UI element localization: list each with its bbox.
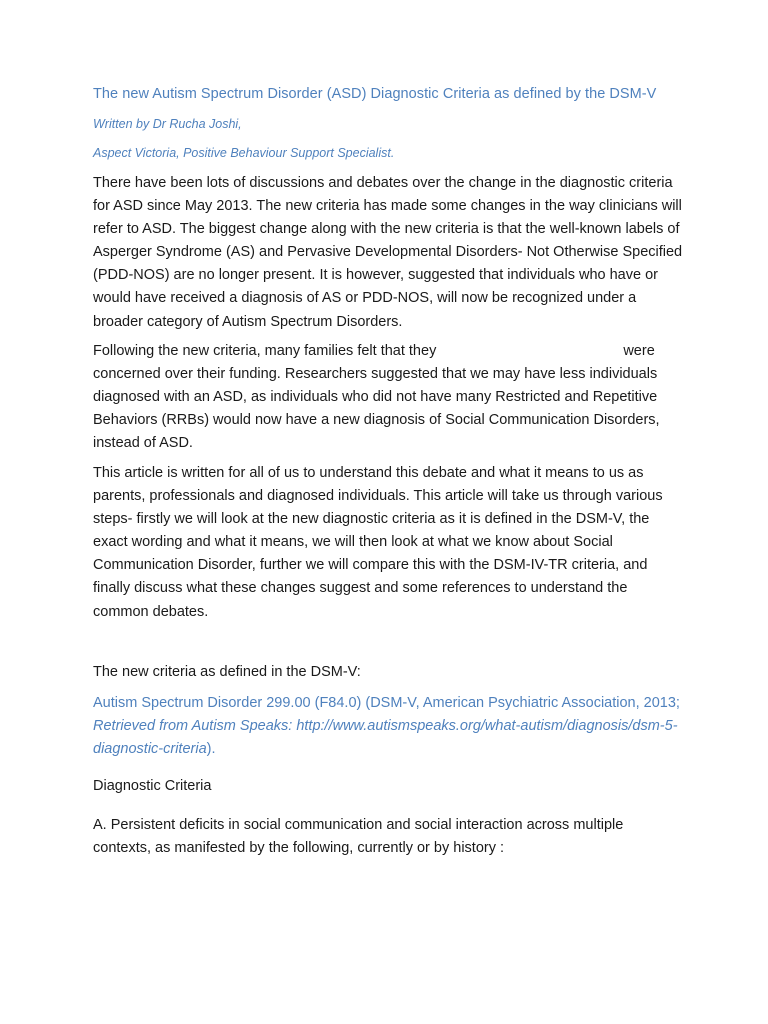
citation-end: ). xyxy=(206,741,216,758)
criterion-a: A. Persistent deficits in social communication and social interaction across multiple contexts, as manifested by the following, currently or by history : xyxy=(93,817,624,857)
citation xyxy=(93,692,683,761)
citation-main: Autism Spectrum Disorder 299.00 (F84.0) (DSM-V, American Psychiatric Association, 2013; xyxy=(93,695,680,711)
heading-diagnostic-criteria: Diagnostic Criteria xyxy=(93,778,212,794)
author-line: Written by Dr Rucha Joshi, xyxy=(93,117,242,131)
organization-line: Aspect Victoria, Positive Behaviour Support Specialist. xyxy=(93,146,395,160)
document-title: The new Autism Spectrum Disorder (ASD) Diagnostic Criteria as defined by the DSM-V xyxy=(93,86,657,102)
paragraph-families-rest: were concerned over their funding. Researchers suggested that we may have less individuals diagnosed with an ASD, as individuals who did not have many Restricted and Repetitive Behaviors (RRBs) would now have a new diagnosis of Social Communication Disorders, instead of ASD. xyxy=(93,343,660,452)
paragraph-families-start: Following the new criteria, many families felt that they xyxy=(93,343,437,359)
paragraph-intro: There have been lots of discussions and debates over the change in the diagnostic criteria for ASD since May 2013. The new criteria has made some changes in the way clinicians will refer to ASD. The biggest change along with the new criteria is that the well-known labels of Asperger Syndrome (AS) and Pervasive Developmental Disorders- Not Otherwise Specified (PDD-NOS) are no longer present. It is however, suggested that individuals who have or would have received a diagnosis of AS or PDD-NOS, will now be recognized under a broader category of Autism Spectrum Disorders. xyxy=(93,175,683,330)
heading-new-criteria: The new criteria as defined in the DSM-V: xyxy=(93,664,361,680)
citation-retrieved-link[interactable]: Retrieved from Autism Speaks: http://www.autismspeaks.org/what-autism/diagnosis/dsm-5-diagnostic-criteria xyxy=(93,718,678,758)
paragraph-families xyxy=(93,340,683,455)
paragraph-article-purpose: This article is written for all of us to understand this debate and what it means to us as parents, professionals and diagnosed individuals. This article will take us through various steps- firstly we will look at the new diagnostic criteria as it is defined in the DSM-V, the exact wording and what it means, we will then look at what we know about Social Communication Disorder, further we will compare this with the DSM-IV-TR criteria, and finally discuss what these changes suggest and some references to understand the common debates. xyxy=(93,465,663,620)
